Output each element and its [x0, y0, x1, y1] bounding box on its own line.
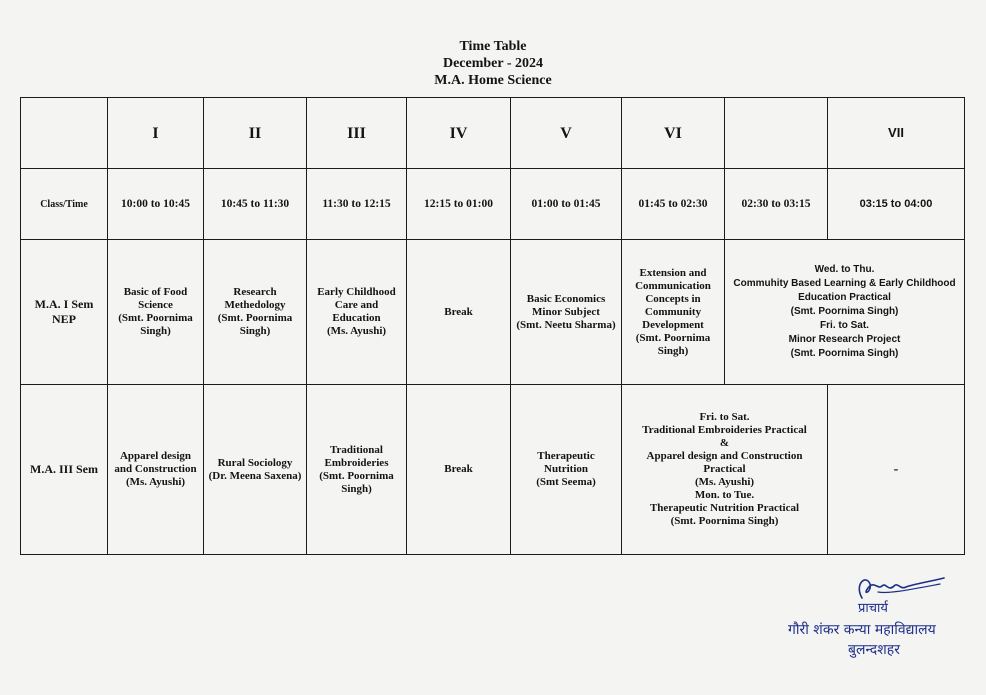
document-header — [0, 38, 986, 89]
break-cell: Break — [407, 240, 511, 385]
schedule-cell: Traditional Embroideries (Smt. Poornima Singh) — [307, 385, 407, 555]
period-cell: IV — [407, 98, 511, 169]
break-cell: Break — [407, 385, 511, 555]
sem1-label: M.A. I Sem NEP — [21, 240, 108, 385]
schedule-cell: Rural Sociology (Dr. Meena Saxena) — [204, 385, 307, 555]
sem3-label: M.A. III Sem — [21, 385, 108, 555]
empty-cell: - — [828, 385, 965, 555]
schedule-cell: Apparel design and Construction (Ms. Ayushi) — [108, 385, 204, 555]
time-row — [21, 169, 965, 240]
time-slot: 03:15 to 04:00 — [828, 169, 965, 240]
schedule-cell: Therapeutic Nutrition (Smt Seema) — [511, 385, 622, 555]
corner-cell — [21, 98, 108, 169]
time-slot: 01:00 to 01:45 — [511, 169, 622, 240]
time-slot: 12:15 to 01:00 — [407, 169, 511, 240]
doc-program: M.A. Home Science — [434, 73, 552, 88]
time-slot: 11:30 to 12:15 — [307, 169, 407, 240]
period-cell: V — [511, 98, 622, 169]
schedule-cell: Basic of Food Science (Smt. Poornima Singh) — [108, 240, 204, 385]
sem3-row — [21, 385, 965, 555]
period-cell: I — [108, 98, 204, 169]
time-slot: 01:45 to 02:30 — [622, 169, 725, 240]
class-time-label: Class/Time — [21, 169, 108, 240]
period-cell — [725, 98, 828, 169]
college-name: गौरी शंकर कन्या महाविद्यालय — [788, 622, 936, 638]
period-cell: VI — [622, 98, 725, 169]
doc-period: December - 2024 — [442, 56, 544, 71]
period-cell: II — [204, 98, 307, 169]
doc-title: Time Table — [459, 39, 527, 54]
college-city: बुलन्दशहर — [848, 642, 900, 658]
period-cell: III — [307, 98, 407, 169]
practical-cell: Wed. to Thu. Commuhity Based Learning & Early Childhood Education Practical (Smt. Poornima Singh) Fri. to Sat. Minor Research Project (Smt. Poornima Singh) — [725, 240, 965, 385]
sem1-row — [21, 240, 965, 385]
practical-cell: Fri. to Sat. Traditional Embroideries Practical & Apparel design and Construction Practical (Ms. Ayushi) Mon. to Tue. Therapeutic Nutrition Practical (Smt. Poornima Singh) — [622, 385, 828, 555]
principal-title: प्राचार्य — [858, 601, 888, 616]
schedule-cell: Extension and Communication Concepts in Community Development (Smt. Poornima Singh) — [622, 240, 725, 385]
period-row — [21, 98, 965, 169]
time-slot: 02:30 to 03:15 — [725, 169, 828, 240]
time-slot: 10:00 to 10:45 — [108, 169, 204, 240]
schedule-cell: Early Childhood Care and Education (Ms. Ayushi) — [307, 240, 407, 385]
timetable — [20, 97, 965, 555]
schedule-cell: Research Methedology (Smt. Poornima Singh) — [204, 240, 307, 385]
time-slot: 10:45 to 11:30 — [204, 169, 307, 240]
period-cell: VII — [828, 98, 965, 169]
schedule-cell: Basic Economics Minor Subject (Smt. Neetu Sharma) — [511, 240, 622, 385]
